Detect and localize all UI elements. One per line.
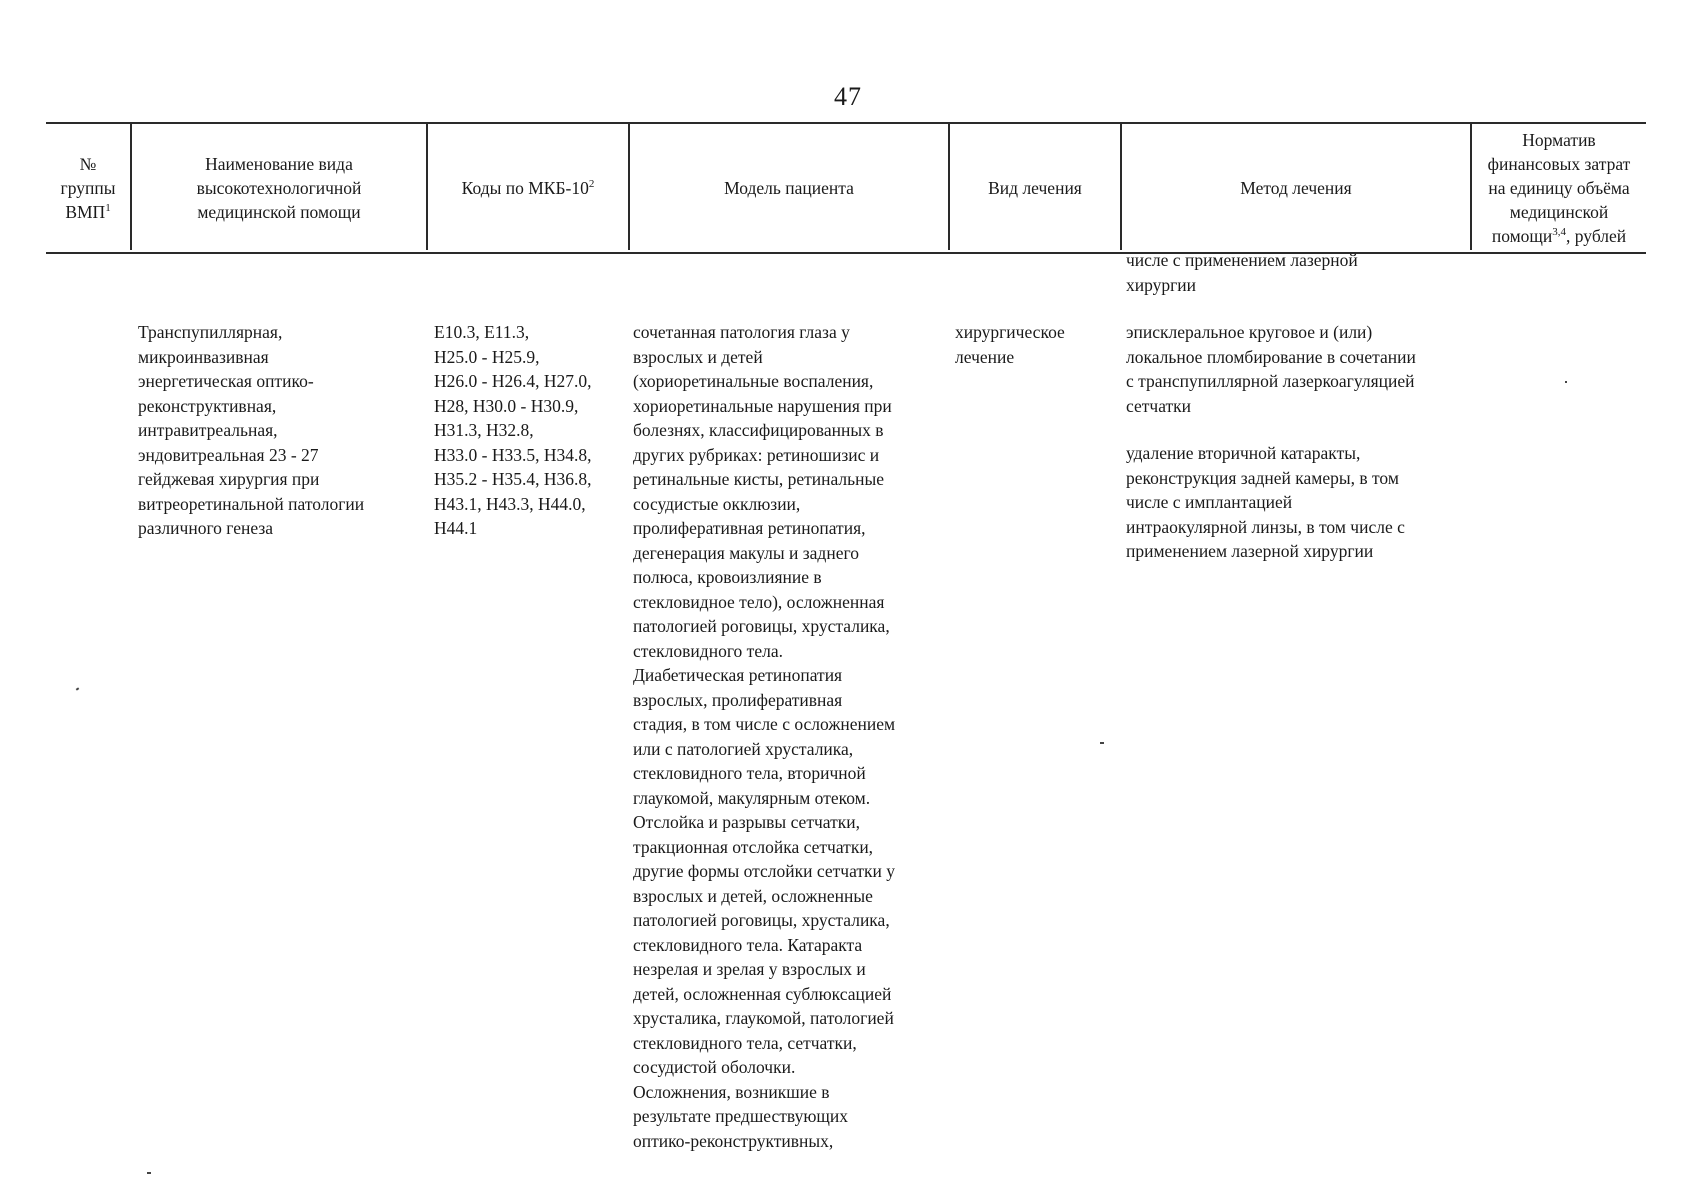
- header-care-type-name: Наименование вида высокотехнологичной медицинской помощи: [196, 154, 362, 222]
- column-divider: [948, 124, 950, 250]
- table-header: [46, 122, 1646, 254]
- scan-speck: [1565, 381, 1567, 383]
- header-icd-codes: Коды по МКБ-$10^2$: [461, 178, 595, 198]
- treatment-method-2: удаление вторичной катаракты, реконструкция задней камеры, в том числе с имплантацией интраокулярной линзы, в том числе с применением лазерной хирургии: [1126, 443, 1405, 561]
- header-group-number-line1: №: [79, 154, 97, 174]
- patient-model: сочетанная патология глаза у взрослых и детей (хориоретинальные воспаления, хориоретинальные нарушения при болезнях, классифицированных в других рубриках: ретиношизис и ретинальные кисты, ретинальные сосудистые окклюзии, пролиферативная ретинопатия, дегенерация макулы и заднего полюса, кровоизлияние в стекловидное тело), осложненная патологией роговицы, хрусталика, стекловидного тела. Диабетическая ретинопатия взрослых, пролиферативная стадия, в том числе с осложнением или с патологией хрусталика, стекловидного тела, вторичной глаукомой, макулярным отеком. Отслойка и разрывы сетчатки, тракционная отслойка сетчатки, другие формы отслойки сетчатки у взрослых и детей, осложненные патологией роговицы, хрусталика, стекловидного тела. Катаракта незрелая и зрелая у взрослых и детей, осложненная сублюксацией хрусталика, глаукомой, патологией стекловидного тела, сетчатки, сосудистой оболочки. Осложнения, возникшие в результате предшествующих оптико-реконструктивных,: [633, 322, 896, 1151]
- page-number: 47: [834, 82, 862, 111]
- treatment-method-1: эписклеральное круговое и (или) локальное пломбирование в сочетании с транспупиллярной лазеркоагуляцией сетчатки: [1126, 322, 1416, 416]
- header-group-number-line2: группы: [60, 178, 116, 198]
- column-divider: [426, 124, 428, 250]
- treatment-type: хирургическое лечение: [955, 322, 1065, 367]
- header-treatment-type: Вид лечения: [988, 178, 1082, 198]
- header-group-number-line3: ВМП$^1$: [65, 202, 111, 222]
- column-divider: [1470, 124, 1472, 250]
- scan-speck: [1100, 742, 1104, 744]
- header-treatment-method: Метод лечения: [1240, 178, 1352, 198]
- icd-codes: E10.3, E11.3, H25.0 - H25.9, H26.0 - H26.4, H27.0, H28, H30.0 - H30.9, H31.3, H32.8, H33.0 - H33.5, H34.8, H35.2 - H35.4, H36.8, H43.1, H43.3, H44.0, H44.1: [434, 322, 592, 538]
- column-divider: [1120, 124, 1122, 250]
- scan-speck: [76, 687, 80, 690]
- header-group-number: [46, 124, 130, 252]
- scan-speck: [147, 1172, 151, 1174]
- care-type-name: Транспупиллярная, микроинвазивная энергетическая оптико- реконструктивная, интравитреальная, эндовитреальная 23 - 27 гейджевая хирургия при витреоретинальной патологии различного генеза: [138, 322, 365, 538]
- column-divider: [130, 124, 132, 250]
- carryover-method-text: числе с применением лазерной хирургии: [1126, 250, 1358, 295]
- header-patient-model: Модель пациента: [724, 178, 854, 198]
- column-divider: [628, 124, 630, 250]
- header-cost-norm: Норматив финансовых затрат на единицу объёма медицинской помощи$^{3,4}$, рублей: [1487, 130, 1631, 246]
